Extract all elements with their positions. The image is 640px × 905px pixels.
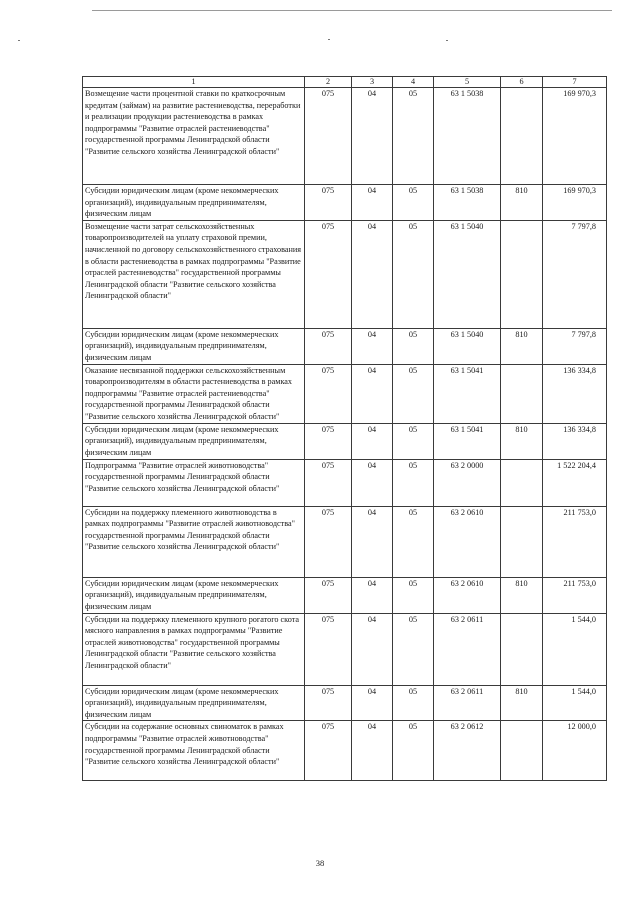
- header-cell: 1: [83, 77, 305, 88]
- row-code-section: 04: [352, 328, 393, 364]
- header-cell: 3: [352, 77, 393, 88]
- row-code-expense-type: 810: [501, 423, 543, 459]
- table-row: [83, 685, 607, 721]
- header-cell: 2: [305, 77, 352, 88]
- row-code-target: 63 1 5040: [434, 328, 501, 364]
- row-amount: 169 970,3: [543, 185, 607, 221]
- row-description: Подпрограмма "Развитие отраслей животноводства" государственной программы Ленинградской области "Развитие сельского хозяйства Ленинградской области": [83, 459, 305, 506]
- row-code-ministry: 075: [305, 506, 352, 577]
- header-cell: 7: [543, 77, 607, 88]
- table-row: [83, 459, 607, 506]
- row-code-ministry: 075: [305, 88, 352, 185]
- scan-speck: [18, 40, 20, 41]
- row-code-ministry: 075: [305, 613, 352, 685]
- row-code-expense-type: [501, 220, 543, 328]
- row-description: Оказание несвязанной поддержки сельскохозяйственным товаропроизводителям в области растениеводства в рамках подпрограммы "Развитие отраслей растениеводства" государственной программы Ленинградской области "Развитие сельского хозяйства Ленинградской области": [83, 364, 305, 423]
- row-code-expense-type: [501, 613, 543, 685]
- table-row: [83, 220, 607, 328]
- scan-speck: [446, 40, 448, 41]
- table-row: [83, 364, 607, 423]
- row-description: Возмещение части процентной ставки по краткосрочным кредитам (займам) на развитие растениеводства, переработки и реализации продукции растениеводства в рамках подпрограммы "Развитие отраслей растениеводства" государственной программы Ленинградской области "Развитие сельского хозяйства Ленинградской области": [83, 88, 305, 185]
- row-code-subsection: 05: [393, 185, 434, 221]
- row-code-section: 04: [352, 613, 393, 685]
- scan-speck: [328, 39, 330, 40]
- table-row: [83, 328, 607, 364]
- row-amount: 1 544,0: [543, 685, 607, 721]
- row-amount: 1 544,0: [543, 613, 607, 685]
- row-code-subsection: 05: [393, 577, 434, 613]
- header-row: [83, 77, 607, 88]
- table-row: [83, 506, 607, 577]
- row-description: Субсидии на поддержку племенного крупного рогатого скота мясного направления в рамках подпрограммы "Развитие отраслей животноводства" государственной программы Ленинградской области "Развитие сельского хозяйства Ленинградской области": [83, 613, 305, 685]
- row-code-target: 63 2 0610: [434, 506, 501, 577]
- row-code-target: 63 2 0611: [434, 613, 501, 685]
- row-code-section: 04: [352, 88, 393, 185]
- row-code-expense-type: 810: [501, 577, 543, 613]
- row-description: Субсидии юридическим лицам (кроме некоммерческих организаций), индивидуальным предпринимателям, физическим лицам: [83, 685, 305, 721]
- row-code-section: 04: [352, 506, 393, 577]
- row-code-ministry: 075: [305, 185, 352, 221]
- row-code-target: 63 2 0612: [434, 721, 501, 781]
- row-code-expense-type: [501, 364, 543, 423]
- row-code-ministry: 075: [305, 328, 352, 364]
- row-amount: 136 334,8: [543, 364, 607, 423]
- row-code-ministry: 075: [305, 459, 352, 506]
- table-row: [83, 88, 607, 185]
- row-code-target: 63 2 0611: [434, 685, 501, 721]
- row-description: Субсидии юридическим лицам (кроме некоммерческих организаций), индивидуальным предпринимателям, физическим лицам: [83, 185, 305, 221]
- row-code-target: 63 1 5041: [434, 364, 501, 423]
- row-amount: 7 797,8: [543, 220, 607, 328]
- row-code-ministry: 075: [305, 423, 352, 459]
- row-code-expense-type: 810: [501, 328, 543, 364]
- row-code-ministry: 075: [305, 220, 352, 328]
- row-code-subsection: 05: [393, 364, 434, 423]
- row-code-subsection: 05: [393, 328, 434, 364]
- row-code-section: 04: [352, 364, 393, 423]
- budget-table: [82, 76, 607, 781]
- row-code-subsection: 05: [393, 685, 434, 721]
- row-code-subsection: 05: [393, 506, 434, 577]
- row-code-section: 04: [352, 577, 393, 613]
- row-code-expense-type: 810: [501, 185, 543, 221]
- row-amount: 136 334,8: [543, 423, 607, 459]
- row-code-section: 04: [352, 423, 393, 459]
- row-code-section: 04: [352, 185, 393, 221]
- row-code-expense-type: [501, 506, 543, 577]
- row-code-ministry: 075: [305, 685, 352, 721]
- row-code-expense-type: 810: [501, 685, 543, 721]
- row-code-expense-type: [501, 88, 543, 185]
- row-code-ministry: 075: [305, 577, 352, 613]
- row-code-subsection: 05: [393, 220, 434, 328]
- row-code-section: 04: [352, 459, 393, 506]
- row-code-subsection: 05: [393, 423, 434, 459]
- row-amount: 12 000,0: [543, 721, 607, 781]
- row-amount: 211 753,0: [543, 506, 607, 577]
- row-code-subsection: 05: [393, 613, 434, 685]
- row-code-subsection: 05: [393, 88, 434, 185]
- row-amount: 169 970,3: [543, 88, 607, 185]
- row-code-target: 63 1 5041: [434, 423, 501, 459]
- header-cell: 5: [434, 77, 501, 88]
- table-row: [83, 613, 607, 685]
- row-description: Субсидии юридическим лицам (кроме некоммерческих организаций), индивидуальным предпринимателям, физическим лицам: [83, 577, 305, 613]
- row-code-section: 04: [352, 721, 393, 781]
- row-code-target: 63 2 0000: [434, 459, 501, 506]
- row-code-target: 63 1 5038: [434, 88, 501, 185]
- row-amount: 211 753,0: [543, 577, 607, 613]
- row-code-section: 04: [352, 220, 393, 328]
- row-amount: 1 522 204,4: [543, 459, 607, 506]
- header-cell: 6: [501, 77, 543, 88]
- row-code-subsection: 05: [393, 459, 434, 506]
- row-code-target: 63 2 0610: [434, 577, 501, 613]
- row-code-ministry: 075: [305, 721, 352, 781]
- top-rule: [92, 10, 612, 11]
- row-code-target: 63 1 5040: [434, 220, 501, 328]
- table-row: [83, 577, 607, 613]
- row-code-target: 63 1 5038: [434, 185, 501, 221]
- page-number: 38: [315, 858, 325, 868]
- row-description: Субсидии на содержание основных свиноматок в рамках подпрограммы "Развитие отраслей животноводства" государственной программы Ленинградской области "Развитие сельского хозяйства Ленинградской области": [83, 721, 305, 781]
- row-description: Возмещение части затрат сельскохозяйственных товаропроизводителей на уплату страховой премии, начисленной по договору сельскохозяйственного страхования в области растениеводства в рамках подпрограммы "Развитие отраслей растениеводства" государственной программы Ленинградской области "Развитие сельского хозяйства Ленинградской области": [83, 220, 305, 328]
- table-row: [83, 185, 607, 221]
- row-amount: 7 797,8: [543, 328, 607, 364]
- row-code-ministry: 075: [305, 364, 352, 423]
- row-description: Субсидии на поддержку племенного животноводства в рамках подпрограммы "Развитие отраслей животноводства" государственной программы Ленинградской области "Развитие сельского хозяйства Ленинградской области": [83, 506, 305, 577]
- table-row: [83, 721, 607, 781]
- row-code-section: 04: [352, 685, 393, 721]
- table-row: [83, 423, 607, 459]
- row-code-subsection: 05: [393, 721, 434, 781]
- row-code-expense-type: [501, 459, 543, 506]
- row-code-expense-type: [501, 721, 543, 781]
- row-description: Субсидии юридическим лицам (кроме некоммерческих организаций), индивидуальным предпринимателям, физическим лицам: [83, 423, 305, 459]
- header-cell: 4: [393, 77, 434, 88]
- row-description: Субсидии юридическим лицам (кроме некоммерческих организаций), индивидуальным предпринимателям, физическим лицам: [83, 328, 305, 364]
